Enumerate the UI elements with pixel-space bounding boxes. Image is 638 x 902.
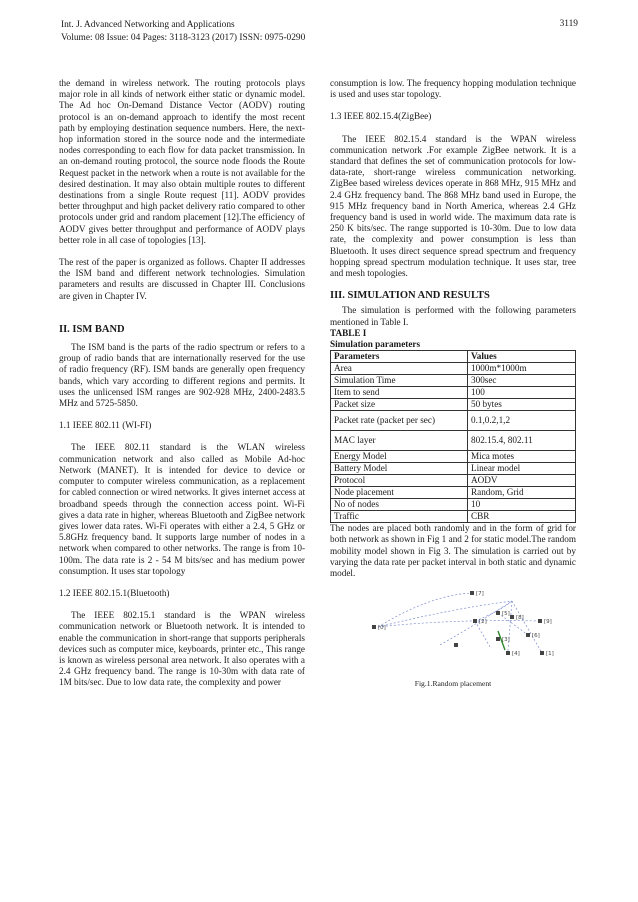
node-icon <box>510 615 514 619</box>
node-label: [5] <box>502 611 510 618</box>
table-row <box>331 375 576 387</box>
table-cell: 10 <box>468 499 576 511</box>
table-cell: 1000m*1000m <box>468 363 576 375</box>
node-icon <box>540 651 544 655</box>
network-topology-diagram <box>330 587 576 673</box>
table-cell: Protocol <box>331 475 468 487</box>
table-cell: 100 <box>468 387 576 399</box>
right-paragraph-1: consumption is low. The frequency hopping modulation technique is used and uses star topology. <box>330 78 576 100</box>
left-paragraph-4: The IEEE 802.11 standard is the WLAN wireless communication network and also called as Mobile Ad-hoc Network (MANET). It is intended for device to device or computer to computer wireless communication, as a replacement for cabled connection or wired networks. It gives internet access at broadband speeds through the connection access point. Wi-Fi gives a data rate in higher, whereas Bluetooth and ZigBee network gives lower data rates. Wi-Fi operates with either a 2.4, 5 GHz or 5.8GHz frequency band. It supports large number of nodes in a network when compared to other networks. The range is from 10-100m. The data rate is 2 - 54 M bits/sec and has medium power consumption. It uses star topology <box>59 442 305 576</box>
table-cell: 300sec <box>468 375 576 387</box>
table-cell: Linear model <box>468 463 576 475</box>
table-header-row <box>331 351 576 363</box>
table-row <box>331 411 576 431</box>
table-cell: Traffic <box>331 511 468 523</box>
table-header-cell: Values <box>468 351 576 363</box>
page-number: 3119 <box>559 19 578 29</box>
table-cell: Node placement <box>331 487 468 499</box>
node-icon <box>454 643 458 647</box>
table-row <box>331 431 576 451</box>
node-label: [3] <box>502 637 510 644</box>
link-line <box>378 601 512 627</box>
table-cell: 802.15.4, 802.11 <box>468 431 576 451</box>
left-column <box>59 78 305 689</box>
node-icon <box>496 637 500 641</box>
right-paragraph-3: The simulation is performed with the following parameters mentioned in Table I. <box>330 305 576 327</box>
figure-caption: Fig.1.Random placement <box>414 679 492 689</box>
node-label: [8] <box>516 615 524 622</box>
node-label: [1] <box>546 651 554 658</box>
table-label: TABLE I <box>330 327 367 338</box>
table-cell: No of nodes <box>331 499 468 511</box>
node-icon <box>526 633 530 637</box>
table-cell: Simulation Time <box>331 375 468 387</box>
simulation-parameters-table <box>330 350 576 523</box>
table-row <box>331 487 576 499</box>
node-icon <box>372 625 376 629</box>
node-icon <box>506 651 510 655</box>
journal-volume: Volume: 08 Issue: 04 Pages: 3118-3123 (2017) ISSN: 0975-0290 <box>61 33 306 43</box>
journal-title: Int. J. Advanced Networking and Applications <box>61 20 235 30</box>
table-row <box>331 363 576 375</box>
link-line <box>378 593 472 627</box>
table-cell: Random, Grid <box>468 487 576 499</box>
table-row <box>331 451 576 463</box>
node-label: [7] <box>476 591 484 598</box>
subsection-wifi: 1.1 IEEE 802.11 (WI-FI) <box>59 420 152 431</box>
table-header-cell: Parameters <box>331 351 468 363</box>
table-cell: MAC layer <box>331 431 468 451</box>
table-row <box>331 399 576 411</box>
table-row <box>331 499 576 511</box>
subsection-bluetooth: 1.2 IEEE 802.15.1(Bluetooth) <box>59 587 170 598</box>
table-cell: Battery Model <box>331 463 468 475</box>
node-label: [4] <box>512 651 520 658</box>
table-cell: AODV <box>468 475 576 487</box>
table-row <box>331 463 576 475</box>
table-cell: 0.1,0.2,1,2 <box>468 411 576 431</box>
random-placement-figure <box>330 587 576 689</box>
left-paragraph-2: The rest of the paper is organized as follows. Chapter II addresses the ISM band and different network technologies. Simulation parameters and results are discussed in Chapter III. Conclusions are given in Chapter IV. <box>59 257 305 301</box>
left-paragraph-5: The IEEE 802.15.1 standard is the WPAN wireless communication network or Bluetooth network. It is intended to enable the communication in short-range that supports peripherals devices such as computer mice, keyboards, printer etc., This range is known as wireless personal area network. It also operates with a 2.4 GHz frequency band. The range is 10-30m with data rate of 1M bits/sec. Due to low data rate, the complexity and power <box>59 610 305 688</box>
table-title: Simulation parameters <box>330 339 421 350</box>
table-cell: CBR <box>468 511 576 523</box>
node-icon <box>496 611 500 615</box>
node-icon <box>470 591 474 595</box>
link-line <box>512 601 542 653</box>
table-row <box>331 475 576 487</box>
table-cell: Energy Model <box>331 451 468 463</box>
table-cell: Mica motes <box>468 451 576 463</box>
node-label: [6] <box>532 633 540 640</box>
table-cell: 50 bytes <box>468 399 576 411</box>
table-cell: Packet size <box>331 399 468 411</box>
left-paragraph-3: The ISM band is the parts of the radio spectrum or refers to a group of radio bands that are internationally reserved for the use of radio frequency (RF). ISM bands are generally open frequency bands, which vary according to different regions and permits. It uses the unlicensed ISM ranges are 902-928 MHz, 2400-2483.5 MHz and 5725-5850. <box>59 342 305 409</box>
right-paragraph-4: The nodes are placed both randomly and in the form of grid for both network as shown in Fig 1 and 2 for static model.The random mobility model shown in Fig 3. The simulation is carried out by varying the data rate per packet interval in both static and dynamic model. <box>330 523 576 579</box>
node-label: [0] <box>378 625 386 632</box>
node-label: [9] <box>544 619 552 626</box>
subsection-zigbee: 1.3 IEEE 802.15.4(ZigBee) <box>330 111 432 122</box>
node-icon <box>473 619 477 623</box>
table-row <box>331 387 576 399</box>
node-icon <box>538 619 542 623</box>
section-heading-simulation: III. SIMULATION AND RESULTS <box>330 290 490 302</box>
link-line <box>508 601 512 651</box>
right-column <box>330 78 576 689</box>
table-cell: Packet rate (packet per sec) <box>331 411 468 431</box>
left-paragraph-1: the demand in wireless network. The routing protocols plays major role in all kinds of network either static or dynamic model. The Ad hoc On-Demand Distance Vector (AODV) routing protocol is an on-demand approach to identify the most recent path by employing destination sequence numbers. Here, the next-hop information stored in the source node and the intermediate nodes corresponding to each flow for data packet transmission. In an on-demand routing protocol, the source node floods the Route Request packet in the network when a route is not available for the desired destination. It may also obtain multiple routes to different destinations from a single Route request [11]. AODV provides better throughput and high packet delivery ratio compared to other protocols under grid and random placement [12].The efficiency of AODV gives better throughput and performance of AODV plays better role in all case of topologies [13]. <box>59 78 305 245</box>
section-heading-ism: II. ISM BAND <box>59 323 125 335</box>
right-paragraph-2: The IEEE 802.15.4 standard is the WPAN wireless communication network .For example ZigBee network. It is a standard that defines the set of communication protocols for low-data-rate, short-range wireless communication networking. ZigBee based wireless devices operate in 868 MHz, 915 MHz and 2.4 GHz frequency band. The 868 MHz band used in Europe, the 915 MHz frequency band in North America, whereas 2.4 GHz frequency band is used in world wide. The maximum data rate is 250 K bits/sec. The range supported is 10-30m. Due to low data rate, the complexity and power consumption is less than Bluetooth. It uses direct sequence spread spectrum and frequency hopping spread spectrum modulation technique. It uses star, tree and mesh topologies. <box>330 133 576 279</box>
table-cell: Area <box>331 363 468 375</box>
table-cell: Item to send <box>331 387 468 399</box>
node-label: [2] <box>479 619 487 626</box>
table-row <box>331 511 576 523</box>
